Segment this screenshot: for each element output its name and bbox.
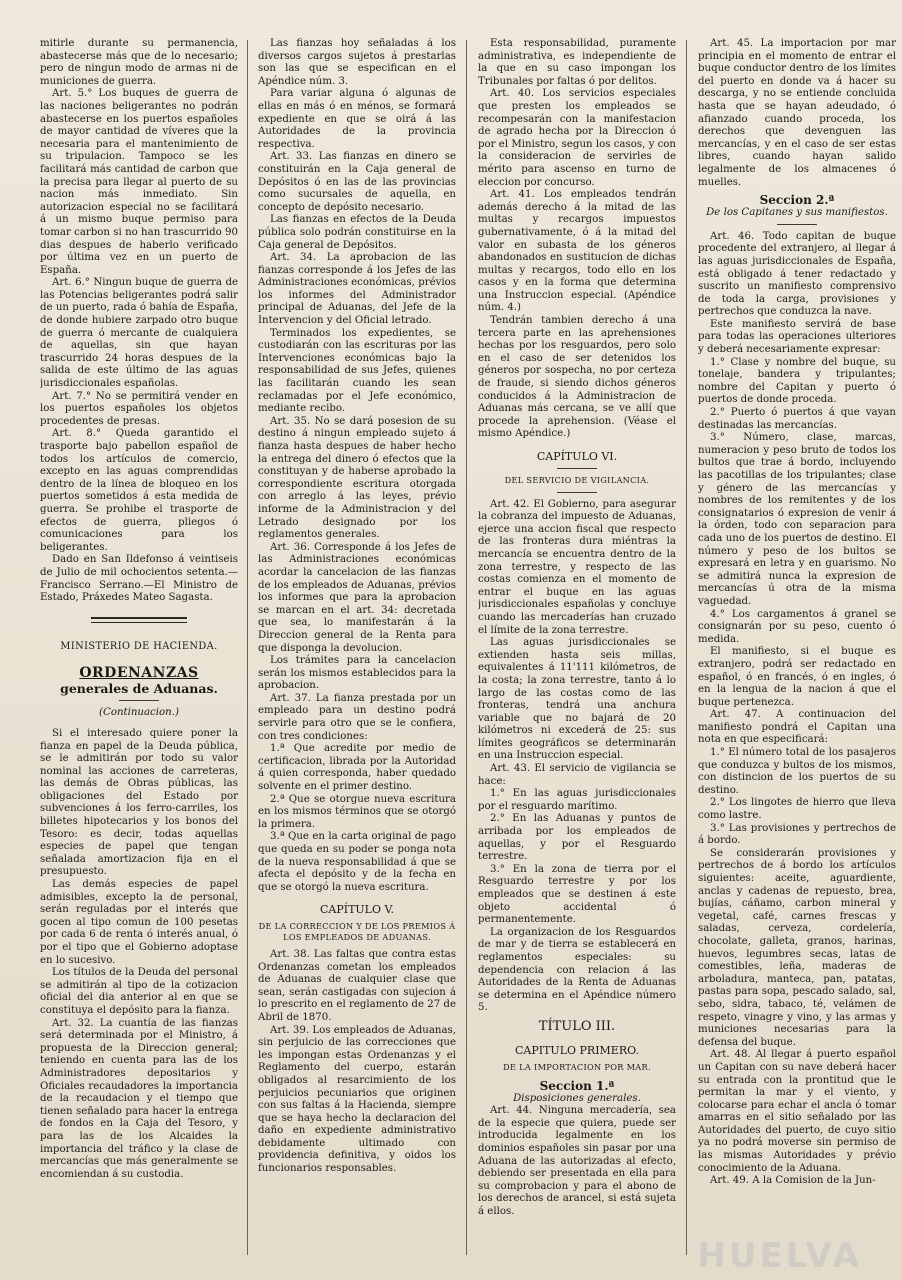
paragraph: Esta responsabilidad, puramente administrativa, es independiente de la que en su caso impongan los Tribunales por faltas ó por delitos. [478, 38, 676, 87]
chapter-subheading: DE LA IMPORTACION POR MAR. [503, 1061, 651, 1072]
paragraph: Art. 6.° Ningun buque de guerra de las Potencias beligerantes podrá salir de un puerto, rada ó bahía de España, de donde hubiere zarpado otro buque de guerra ó mercante de cualquiera de aquellas, sin que hayan trascurrido 24 horas despues de la salida de este último de las aguas jurisdiccionales españolas. [40, 277, 238, 390]
chapter-subheading: DE LA CORRECCION Y DE LOS PREMIOS Á LOS EMPLEADOS DE ADUANAS. [258, 920, 456, 942]
paragraph: Dado en San Ildefonso á veintiseis de Julio de mil ochocientos setenta.—Francisco Serrano.—El Ministro de Estado, Práxedes Mateo Sagasta. [40, 554, 238, 604]
paragraph: Terminados los expedientes, se custodiarán con las escrituras por las Intervenciones económicas bajo la responsabilidad de sus Jefes, quienes las facilitarán cuando les sean reclamadas por el Jefe económico, mediante recibo. [258, 327, 456, 415]
paragraph: Art. 41. Los empleados tendrán además derecho á la mitad de las multas y recargos impuestos gubernativamente, ó á la mitad del valor en subasta de los géneros abandonados en sustitucion de dichas multas y recargos, todo ello en los casos y en la forma que determina una Instruccion especial. (Apéndice núm. 4.) [478, 189, 676, 314]
column-2 [258, 38, 456, 1260]
chapter-heading: CAPÍTULO VI. [536, 450, 618, 463]
paragraph: Art. 36. Corresponde á los Jefes de las Administraciones económicas acordar la cancelacion de las fianzas de los empleados de Aduanas, prévios los informes que para la aprobacion se marcan en el art. 34: decretada que sea, lo manifestarán á la Direccion general de la Renta para que disponga la devolucion. [258, 541, 456, 654]
section-subheading: De los Capitanes y sus manifiestos. [706, 207, 888, 219]
chapter-subheading: DEL SERVICIO DE VIGILANCIA. [504, 474, 650, 485]
title-heading: TÍTULO III. [538, 1018, 616, 1034]
paragraph: Art. 37. La fianza prestada por un empleado para un destino podrá servirle para otro que se le confiera, con tres condiciones: [258, 692, 456, 742]
paragraph: 2.° Puerto ó puertos á que vayan destinadas las mercancías. [698, 407, 896, 431]
column-rule [247, 40, 248, 1255]
paragraph: Art. 33. Las fianzas en dinero se constituirán en la Caja general de Depósitos ó en las de las provincias como sucursales de aquella, en concepto de depósito necesario. [258, 151, 456, 213]
paragraph: 1.° El número total de los pasajeros que conduzca y bultos de los mismos, con distincion de los puertos de su destino. [698, 747, 896, 796]
paragraph: Art. 32. La cuantía de las fianzas será determinada por el Ministro, á propuesta de la Direccion general; teniendo en cuenta para las de los Administradores depositarios y Oficiales recaudadores la importancia de la recaudacion y el tiempo que tienen señalado para hacer la entrega de fondos en la Caja del Tesoro, y para las de los Alcaides la importancia del tráfico y la clase de mercancías que más generalmente se encomiendan á su custodia. [40, 1017, 238, 1180]
paragraph: Art. 40. Los servicios especiales que presten los empleados se recompesarán con la manifestacion de agrado hecha por la Direccion ó por el Ministro, segun los casos, y con la consideracion de servirles de mérito para ascenso en turno de eleccion por concurso. [478, 88, 676, 188]
paragraph: Art. 44. Ninguna mercadería, sea de la especie que quiera, puede ser introducida legalmente en los dominios españoles sin pasar por una Aduana de las autorizadas al efecto, debiendo ser presentada en ella para su comprobacion y para el abono de los derechos de arancel, si está sujeta á ellos. [478, 1105, 676, 1217]
paragraph: Las demás especies de papel admisibles, excepto la de personal, serán reguladas por el interés que gocen al tipo comun de 100 pesetas por cada 6 de renta ó interés anual, ó por el tipo que el Gobierno adoptase en lo sucesivo. [40, 879, 238, 966]
column-rule [686, 40, 687, 1255]
paragraph: Art. 43. El servicio de vigilancia se hace: [478, 763, 676, 787]
paragraph: Si el interesado quiere poner la fianza en papel de la Deuda pública, se le admitirán por todo su valor nominal las acciones de carreteras, las demás de Obras públicas, las obligaciones del Estado por subvenciones á los ferro-carriles, los billetes hipotecarios y los bonos del Tesoro: es decir, todas aquellas especies de papel que tengan señalada amortizacion fija en el presupuesto. [40, 727, 238, 878]
paragraph: Art. 48. Al llegar á puerto español un Capitan con su nave deberá hacer su entrada con la prontitud que le permitan la mar y el viento, y colocarse para echar el ancla ó tomar amarras en el sitio señalado por las Autoridades del puerto, de cuyo sitio ya no podrá moverse sin permiso de las mismas Autoridades y prévio conocimiento de la Aduana. [698, 1049, 896, 1174]
paragraph: Art. 5.° Los buques de guerra de las naciones beligerantes no podrán abastecerse en los puertos españoles de mayor cantidad de víveres que la necesaria para el mantenimiento de su tripulacion. Tampoco se les facilitará más cantidad de carbon que la precisa para llegar al puerto de su nacion más inmediato. Sin autorizacion especial no se facilitará á un mismo buque permiso para tomar carbon si no han trascurrido 90 dias despues de haberlo verificado por última vez en un puerto de España. [40, 88, 238, 276]
paragraph: mitirle durante su permanencia, abastecerse más que de lo necesario; pero de ningun modo de armas ni de municiones de guerra. [40, 38, 238, 87]
paragraph: 2.° En las Aduanas y puntos de arribada por los empleados de aquellas, y por el Resguardo terrestre. [478, 813, 676, 863]
paragraph: Tendrán tambien derecho á una tercera parte en las aprehensiones hechas por los resguardos, pero solo en el caso de ser detenidos los géneros por sospecha, no por certeza de fraude, si siendo dichos géneros conducidos á la Administracion de Aduanas más cercana, se ve allí que procede la aprehension. (Véase el mismo Apéndice.) [478, 315, 676, 440]
paragraph: 1.ª Que acredite por medio de certificacion, librada por la Autoridad á quien corresponda, haber quedado solvente en el primer destino. [258, 743, 456, 793]
separator-rule [119, 700, 159, 701]
ordinances-title: ORDENANZAS [79, 665, 199, 682]
separator-rule [557, 468, 597, 469]
paragraph: El manifiesto, si el buque es extranjero, podrá ser redactado en español, ó en francés, ó en ingles, ó en la lengua de la nacion á que el buque pertenezca. [698, 646, 896, 708]
separator-rule [777, 224, 817, 225]
paragraph: 3.° En la zona de tierra por el Resguardo terrestre y por los empleados que se destinen á este objeto accidental ó permanentemente. [478, 863, 676, 926]
paragraph: Para variar alguna ó algunas de ellas en más ó en ménos, se formará expediente en que se oirá á las Autoridades de la provincia respectiva. [258, 88, 456, 150]
paragraph: 3.° Las provisiones y pertrechos de á bordo. [698, 822, 896, 847]
paragraph: Art. 42. El Gobierno, para asegurar la cobranza del impuesto de Aduanas, ejerce una accion fiscal que respecto de las fronteras dura miéntras la mercancía se encuentra dentro de la zona terrestre, y respecto de las costas comienza en el momento de entrar el buque en las aguas jurisdiccionales españolas y concluye cuando las mercaderías han cruzado el límite de la zona terrestre. [478, 498, 676, 636]
paragraph: 1.° En las aguas jurisdiccionales por el resguardo marítimo. [478, 788, 676, 812]
paragraph: Las fianzas hoy señaladas á los diversos cargos sujetos á prestarlas son las que se especifican en el Apéndice núm. 3. [258, 38, 456, 87]
column-rule [466, 40, 467, 1255]
ministry-heading: MINISTERIO DE HACIENDA. [60, 640, 218, 652]
archive-watermark: HUELVA [697, 1236, 862, 1276]
paragraph: La organizacion de los Resguardos de mar y de tierra se establecerá en reglamentos especiales: su dependencia con relacion á las Autoridades de la Renta de Aduanas se determina en el Apéndice número 5. [478, 926, 676, 1014]
paragraph: Los trámites para la cancelacion serán los mismos establecidos para la aprobacion. [258, 655, 456, 692]
paragraph: Art. 34. La aprobacion de las fianzas corresponde á los Jefes de las Administraciones económicas, prévios los informes del Administrador principal de Aduanas, del Jefe de la Intervencion y del Oficial letrado. [258, 252, 456, 327]
column-4 [698, 38, 896, 1260]
chapter-heading: CAPITULO PRIMERO. [514, 1043, 639, 1057]
paragraph: 3.° Número, clase, marcas, numeracion y peso bruto de todos los bultos que trae á bordo, incluyendo las pacotillas de los tripulantes; clase y género de las mercancías y nombres de los remitentes y de los consignatarios ó expresion de venir á la órden, todo con separacion para cada uno de los puertos de destino. El número y peso de los bultos se expresará en letra y en guarismo. No se admitirá nunca la expresion de mercancías ú otra de la misma vaguedad. [698, 432, 896, 607]
paragraph: 2.° Los lingotes de hierro que lleva como lastre. [698, 797, 896, 822]
paragraph: Las aguas jurisdiccionales se extienden hasta seis millas, equivalentes á 11'111 kilómetros, de la costa; la zona terrestre, tanto á lo largo de las costas como de las fronteras, tendrá una anchura variable que no bajará de 20 kilómetros ni excederá de 25: sus límites geográficos se determinarán en una Instruccion especial. [478, 637, 676, 762]
separator-rule [91, 617, 187, 623]
chapter-heading: CAPÍTULO V. [319, 903, 395, 917]
separator-rule [557, 492, 597, 493]
paragraph: Art. 46. Todo capitan de buque procedente del extranjero, al llegar á las aguas jurisdiccionales de España, está obligado á tener redactado y suscrito un manifiesto comprensivo de toda la carga, provisiones y pertrechos que conduzca la nave. [698, 230, 896, 318]
paragraph: Art. 47. A continuacion del manifiesto pondrá el Capitan una nota en que especificará: [698, 709, 896, 746]
paragraph: Art. 35. No se dará posesion de su destino á ningun empleado sujeto á fianza hasta despues de haber hecho la entrega del dinero ó efectos que la constituyan y de haberse aprobado la correspondiente escritura otorgada con arreglo á las leyes, prévio informe de la Administracion y del Letrado designado por los reglamentos generales. [258, 415, 456, 541]
paragraph: 1.° Clase y nombre del buque, su tonelaje, bandera y tripulantes; nombre del Capitan y puerto ó puertos de donde proceda. [698, 356, 896, 406]
paragraph: Art. 39. Los empleados de Aduanas, sin perjuicio de las correcciones que les impongan estas Ordenanzas y el Reglamento del cuerpo, estarán obligados al resarcimiento de los perjuicios pecuniarios que originen con sus faltas á la Hacienda, siempre que se haya hecho la declaracion del daño en expediente administrativo debidamente ultimado con providencia definitiva, y oidos los funcionarios responsables. [258, 1024, 456, 1175]
paragraph: 4.° Los cargamentos á granel se consignarán por su peso, cuento ó medida. [698, 608, 896, 645]
paragraph: Los títulos de la Deuda del personal se admitirán al tipo de la cotizacion oficial del dia anterior al en que se constituya el depósito para la fianza. [40, 967, 238, 1016]
column-3 [478, 38, 676, 1260]
ordinances-subtitle: generales de Aduanas. [60, 681, 218, 697]
paragraph: Las fianzas en efectos de la Deuda pública solo podrán constituirse en la Caja general de Depósitos. [258, 214, 456, 251]
paragraph: Art. 7.° No se permitirá vender en los puertos españoles los objetos procedentes de presas. [40, 390, 238, 427]
paragraph: Se considerarán provisiones y pertrechos de á bordo los artículos siguientes: aceite, aguardiente, anclas y cadenas de repuesto, brea, bujías, cáñamo, carbon mineral y vegetal, café, carnes frescas y saladas, cerveza, cordelería, chocolate, galleta, granos, harinas, huevos, legumbres secas, latas de comestibles, leña, maderas de arboladura, manteca, pan, patatas, pastas para sopa, pescado salado, sal, sebo, sidra, tabaco, té, velámen de respeto, vinagre y vino, y las armas y municiones necesarias para la defensa del buque. [698, 847, 896, 1048]
column-1 [40, 38, 238, 1260]
paragraph: Art. 49. A la Comision de la Jun- [710, 1175, 876, 1187]
paragraph: Art. 45. La importacion por mar principia en el momento de entrar el buque conductor dentro de los límites del puerto en donde va á hacer su descarga, y no se entiende concluida hasta que se hayan adeudado, ó afianzado cuando proceda, los derechos que devenguen las mercancías, y en el caso de ser estas libres, cuando hayan salido legalmente de los almacenes ó muelles. [698, 38, 896, 188]
paragraph: 2.ª Que se otorgue nueva escritura en los mismos términos que se otorgó la primera. [258, 793, 456, 830]
section-subheading: Disposiciones generales. [513, 1092, 641, 1104]
paragraph: Este manifiesto servirá de base para todas las operaciones ulteriores y deberá necesariamente expresar: [698, 318, 896, 356]
continuation-note: (Continuacion.) [99, 707, 179, 719]
paragraph: Art. 38. Las faltas que contra estas Ordenanzas cometan los empleados de Aduanas de cualquier clase que sean, serán castigadas con sujecion á lo prescrito en el reglamento de 27 de Abril de 1870. [258, 948, 456, 1023]
section-heading: Seccion 2.ª [759, 193, 835, 208]
section-heading: Seccion 1.ª [539, 1078, 615, 1093]
paragraph: Art. 8.° Queda garantido el trasporte bajo pabellon español de todos los artículos de comercio, excepto en las aguas comprendidas dentro de la línea de bloqueo en los puertos sometidos á esta medida de guerra. Se prohibe el trasporte de efectos de guerra, pliegos ó comunicaciones para los beligerantes. [40, 428, 238, 553]
paragraph: 3.ª Que en la carta original de pago que queda en su poder se ponga nota de la nueva responsabilidad á que se afecta el depósito y de la fecha en que se otorgó la nueva escritura. [258, 831, 456, 893]
